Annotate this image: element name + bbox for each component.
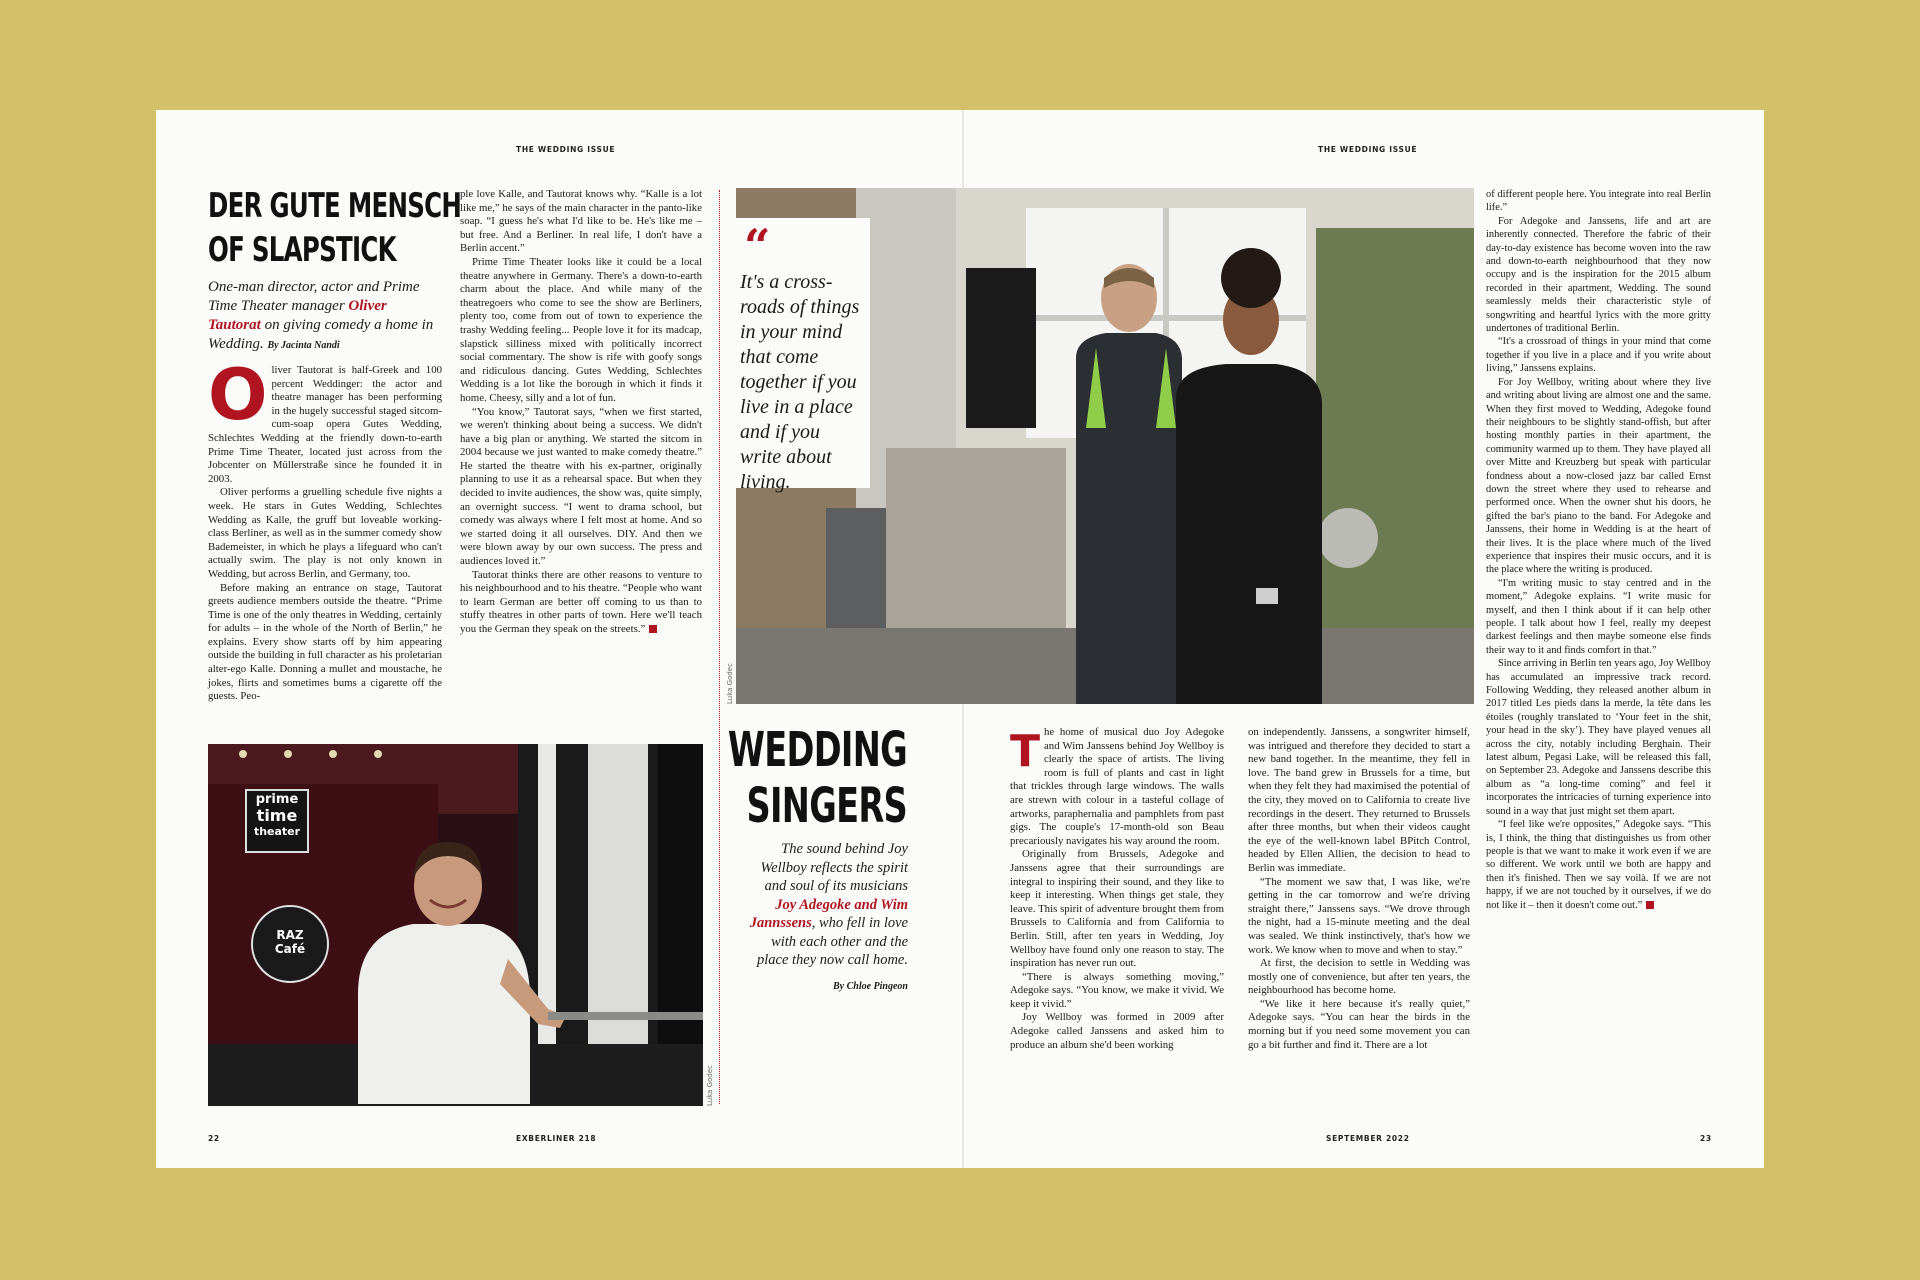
article2-paragraph: At first, the decision to settle in Wedding was mostly one of convenience, but after ten years, the neighbourhood has become home.	[1248, 957, 1470, 997]
theater-owner-photo	[208, 744, 703, 1106]
article1-deck-text: One-man director, actor and Prime Time Theater manager	[208, 279, 420, 314]
end-mark	[649, 625, 657, 633]
pull-quote	[736, 218, 870, 493]
article2-deck	[748, 840, 908, 996]
article1-paragraph: Prime Time Theater looks like it could be a local theatre anywhere in Germany. There's a down-to-earth charm about the place. And while many of the theatregoers who come to see the show are Berliners, plenty too, come from out of town to experience the trashy Wedding feeling... People love it for its madcap, slapstick silliness mixed with politically incorrect social commentary. The show is rife with goofy songs and ridiculous dancing. Gutes Wedding, Schlechtes Wedding is a lot like the borough in which it finds it home. Cheesy, silly and a lot of fun.	[460, 255, 702, 404]
column-divider	[719, 190, 720, 1104]
article2-paragraph: Originally from Brussels, Adegoke and Janssens agree that their surroundings are integral to inspiring their sound, and they like to keep it interesting. When things get stale, they leave. This spirit of adventure brought them from Brussels to California and from California to Berlin. Still, after ten years in Wedding, Joy Wellboy have found only one reason to stay. The inspiration has never run out.	[1010, 848, 1224, 970]
article2-column-2	[1248, 726, 1470, 1052]
article2-headline	[724, 722, 907, 834]
theater-sign-line3: theater	[253, 825, 301, 838]
quote-mark-icon: “	[744, 219, 771, 273]
article2-paragraph: Since arriving in Berlin ten years ago, Joy Wellboy has accumulated an impressive track record. Following Wedding, they released another album in 2017 titled Les pieds dans la merde, la tête dans les étoiles (roughly translated to ‘Your feet in the shit, your head in the sky’). They have played venues all across the city, notably including Berghain. Their latest album, Pegasi Lake, will be released this fall, on September 23. Adegoke and Janssens describe this album as “a long-time coming” and feel it incorporates the intricacies of turning experience into sound in a way that just might set them apart.	[1486, 658, 1711, 817]
left-folio-title: EXBERLINER 218	[516, 1134, 597, 1143]
article2-column-3	[1486, 188, 1711, 912]
article2-drop-cap: T	[1010, 726, 1041, 777]
cafe-sign-line1: RAZ	[276, 928, 304, 942]
article2-byline: By Chloe Pingeon	[832, 980, 908, 992]
article1-headline-line2: OF SLAPSTICK	[208, 230, 396, 270]
article2-paragraph: For Adegoke and Janssens, life and art are inherently connected. Therefore the fabric of their day-to-day existence has become woven into the raw and down-to-earth neighbourhood that they now occupy and is the inspiration for the 2015 album recorded in their apartment, Wedding. The sound seamlessly melds their characteristic style of songwriting and heartful lyrics with the more gritty undertones of traditional Berlin.	[1486, 215, 1711, 335]
end-mark	[1646, 901, 1654, 909]
article1-deck-name: Oliver Tautorat	[208, 298, 387, 333]
right-folio-title: SEPTEMBER 2022	[1326, 1134, 1410, 1143]
article2-deck-text: The sound behind Joy Wellboy reflects the spirit and soul of its musicians	[760, 841, 908, 894]
right-photo-credit: Luka Godec	[726, 663, 734, 704]
article2-paragraph: Joy Wellboy was formed in 2009 after Adegoke called Janssens and asked him to produce an album she'd been working	[1010, 1011, 1224, 1051]
article2-deck-names: Joy Adegoke and Wim Jannssens	[749, 896, 908, 931]
pull-quote-text: It's a cross-roads of things in your mind that come together if you live in a place and if you write about living.	[740, 271, 860, 493]
article2-paragraph: “There is always something moving,” Adegoke says. “You know, we make it vivid. We keep it vivid.”	[1010, 970, 1224, 1010]
article1-deck-end: on giving comedy a home in Wedding.	[208, 317, 434, 352]
article2-paragraph: “It's a crossroad of things in your mind that come together if you live in a place and if you write about living,” Janssens explains.	[1486, 336, 1711, 375]
cafe-sign	[260, 928, 320, 956]
article2-paragraph: For Joy Wellboy, writing about where they live and writing about living are almost one and the same. When they first moved to Wedding, Adegoke found their neighbours to be slightly stand-offish, but after hosting monthly parties in their apartment, the community warmed up to them. They have played all over Mitte and Kreuzberg but speak with particular fondness about a now-closed jazz bar called Ernst down the street where they used to rehearse and performed once. When the owner shut his doors, he gifted the bar's piano to the band. For Adegoke and Janssens, their home in Wedding is at the heart of their lives. It is the place where much of the lived experience that inspires their music occurs, and it is the place where the writing is produced.	[1486, 376, 1711, 576]
article2-deck-end: , who fell in love with each other and the place they now call home.	[757, 915, 908, 968]
theater-sign-line2: time	[256, 806, 298, 825]
article1-paragraph: Oliver performs a gruelling schedule five nights a week. He stars in Gutes Wedding, Schlechtes Wedding as Kalle, the gruff but loveable working-class Berliner, as well as in the summer comedy show Bademeister, in which he plays a lifeguard who can't actually swim. The play is not only known in Wedding, but across Berlin, and Germany, too.	[208, 486, 442, 580]
article1-paragraph: “You know,” Tautorat says, “when we first started, we weren't thinking about being a success. We didn't have a big plan or anything. We started the sitcom in 2004 because we just wanted to make comedy theatre.” He started the theatre with his ex-partner, originally planning to use it as a rehearsal space. But when they decided to invite audiences, the show was, quite simply, an overnight success. “I went to drama school, but comedy was always where I felt most at home. And so we started doing it all ourselves. DIY. And then we were blown away by our own success. The press and audiences loved it.”	[460, 405, 702, 568]
article1-headline	[208, 184, 461, 272]
cafe-sign-line2: Café	[274, 942, 306, 956]
article1-column-1	[208, 354, 442, 704]
theater-sign-line1: prime	[255, 792, 299, 807]
article1-paragraph: ple love Kalle, and Tautorat knows why. “Kalle is a lot like me,” he says of the main character in the panto-like soap. “I guess he's what I'd like to be. He's like me – but free. And a Berliner. In real life, I don't have a Berlin accent.”	[460, 188, 702, 255]
article2-paragraph: “I feel like we're opposites,” Adegoke says. “This is, I think, the thing that distinguishes us from other people is that we want to make it work even if we are so different. We work until we both are happy and then it's finished. Then we say voilà. If we are not happy, if we are not touched by it ourselves, if we do not like it – then it doesn't come out.”	[1486, 819, 1711, 911]
article1-deck	[208, 278, 442, 355]
article2-paragraph: he home of musical duo Joy Adegoke and Wim Janssens behind Joy Wellboy is clearly the space of artists. The living room is full of plants and cast in light that trickles through large windows. The walls are strewn with colour in a tasteful collage of artworks, paraphernalia and pamphlets from past gigs. The couple's 17-month-old son Beau precariously navigates his way around the room.	[1010, 726, 1224, 847]
article2-column-1	[1010, 726, 1224, 1052]
article1-paragraph: liver Tautorat is half-Greek and 100 percent Weddinger: the actor and theatre manager has been performing in the hugely successful staged sitcom-cum-soap opera Gutes Wedding, Schlechtes Wedding at the friendly down-to-earth Prime Time Theater, located just across from the Jobcenter on Müllerstraße since he founded it in 2003.	[208, 364, 442, 485]
article2-paragraph: “The moment we saw that, I was like, we're getting in the car tomorrow and we're driving straight there,” Janssens says. “We drove through the night, had a 15-minute meeting and the deal was sealed. We think instinctively, that's how we work. We know when to move and when to stay.”	[1248, 875, 1470, 956]
right-page-number: 23	[1700, 1134, 1712, 1143]
running-head-right: THE WEDDING ISSUE	[1318, 145, 1418, 154]
left-page-number: 22	[208, 1134, 220, 1143]
left-photo-credit: Luka Godec	[706, 1065, 714, 1106]
article2-paragraph: “I'm writing music to stay centred and in the moment,” Adegoke explains. “I write music for myself, and then I think about if it can help other people. I talk about how I feel, really my deepest darkest feelings and then maybe someone else finds their way to it and finds comfort in that.”	[1486, 577, 1711, 656]
article1-headline-line1: DER GUTE MENSCH	[208, 186, 462, 226]
article2-headline-line2: SINGERS	[746, 778, 907, 834]
article2-headline-line1: WEDDING	[727, 722, 907, 778]
article2-paragraph: “We like it here because it's really quiet,” Adegoke says. “You can hear the birds in the morning but if you need some movement you can go a bit further and find it. There are a lot	[1248, 997, 1470, 1051]
theater-sign	[246, 792, 308, 840]
article2-paragraph: on independently. Janssens, a songwriter himself, was intrigued and therefore they decided to start a new band together. In the meantime, they fell in love. The band grew in Brussels for a time, but when they felt they had maximised the potential of the city, they moved on to California to create live recordings in the desert. They returned to Brussels after three months, but when their videos caught the eye of the well-known label BPitch Control, headed by Ellen Allien, the decision to head to Berlin was immediate.	[1248, 726, 1470, 874]
running-head-left: THE WEDDING ISSUE	[516, 145, 616, 154]
article2-paragraph: of different people here. You integrate into real Berlin life.”	[1486, 189, 1711, 214]
article1-drop-cap: O	[208, 354, 268, 436]
article1-byline: By Jacinta Nandi	[267, 340, 340, 351]
article1-column-2	[460, 188, 702, 637]
article1-paragraph: Before making an entrance on stage, Tautorat greets audience members outside the theatre. “Prime Time is one of the only theatres in Wedding, certainly for adults – in the whole of the North of Berlin,” he explains. Every show starts off by him appearing outside the building in full character as his proletarian alter-ego Kalle. Donning a mullet and moustache, he jokes, flirts and sometimes bums a cigarette off the guests. Peo-	[208, 581, 442, 703]
article1-paragraph: Tautorat thinks there are other reasons to venture to his neighbourhood and to his theatre. “People who want to learn German are better off coming to us than to stuffy theatres in other parts of town. Here we'll teach you the German they speak on the streets.”	[460, 568, 702, 635]
